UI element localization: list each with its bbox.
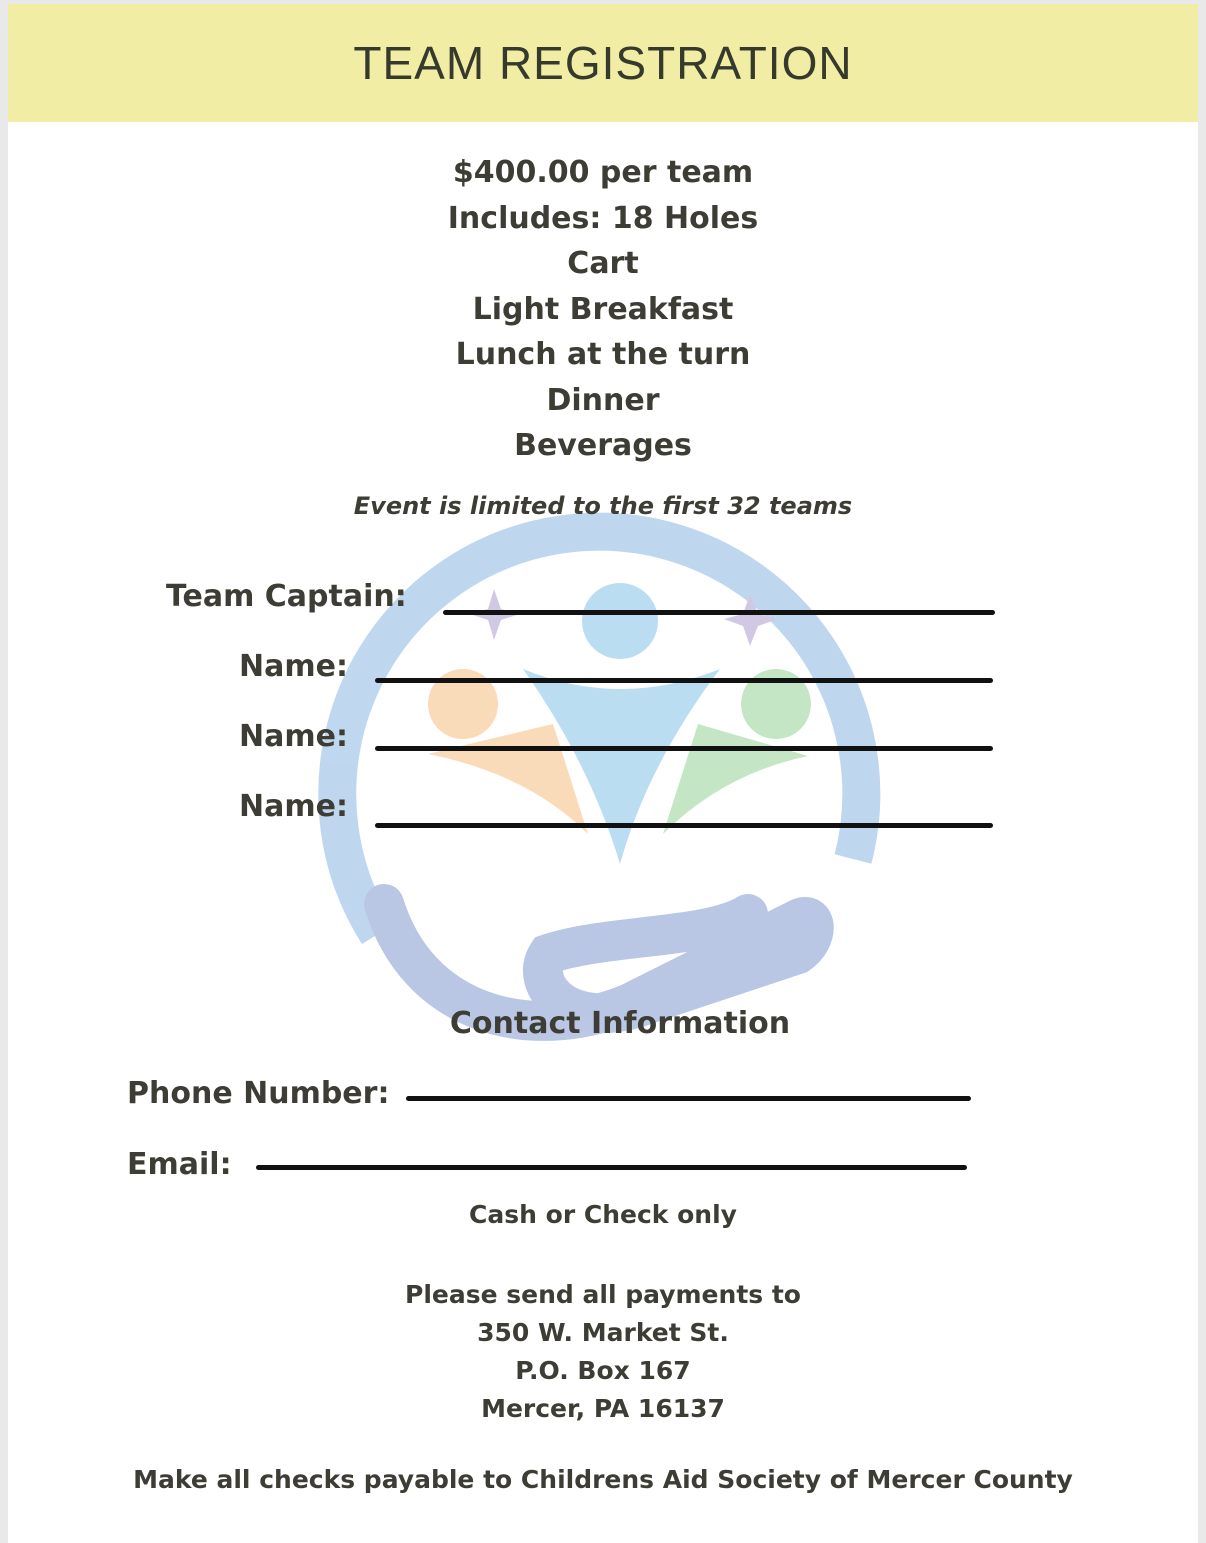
phone-line[interactable] bbox=[406, 1096, 971, 1101]
payment-address bbox=[8, 1276, 1198, 1428]
includes-line: Dinner bbox=[546, 382, 660, 418]
name-line-1[interactable] bbox=[375, 678, 993, 683]
address-line: Mercer, PA 16137 bbox=[481, 1394, 725, 1423]
payment-method: Cash or Check only bbox=[469, 1200, 737, 1229]
includes-line: Lunch at the turn bbox=[455, 337, 751, 372]
name-label-3: Name: bbox=[239, 789, 348, 824]
address-line: P.O. Box 167 bbox=[515, 1356, 691, 1385]
page-title: TEAM REGISTRATION bbox=[353, 37, 853, 89]
includes-line: Beverages bbox=[514, 428, 692, 463]
includes-line: Includes: 18 Holes bbox=[447, 200, 759, 236]
contact-title: Contact Information bbox=[449, 1006, 791, 1041]
includes-line: Light Breakfast bbox=[472, 291, 734, 327]
includes-line: Cart bbox=[567, 246, 639, 281]
limit-note: Event is limited to the first 32 teams bbox=[353, 492, 853, 520]
name-label-1: Name: bbox=[239, 649, 348, 684]
name-line-2[interactable] bbox=[375, 746, 993, 751]
email-label: Email: bbox=[127, 1147, 232, 1182]
team-captain-label: Team Captain: bbox=[166, 579, 407, 614]
team-captain-line[interactable] bbox=[443, 610, 995, 615]
email-line[interactable] bbox=[256, 1165, 967, 1170]
name-label-2: Name: bbox=[239, 719, 348, 754]
address-line: 350 W. Market St. bbox=[477, 1318, 729, 1347]
name-line-3[interactable] bbox=[375, 823, 993, 828]
payable-to-note: Make all checks payable to Childrens Aid Society of Mercer County bbox=[133, 1465, 1073, 1494]
phone-label: Phone Number: bbox=[127, 1076, 390, 1111]
registration-page bbox=[8, 4, 1198, 1543]
address-line: Please send all payments to bbox=[405, 1280, 801, 1309]
price-line: $400.00 per team bbox=[452, 155, 754, 190]
package-includes bbox=[8, 150, 1198, 469]
